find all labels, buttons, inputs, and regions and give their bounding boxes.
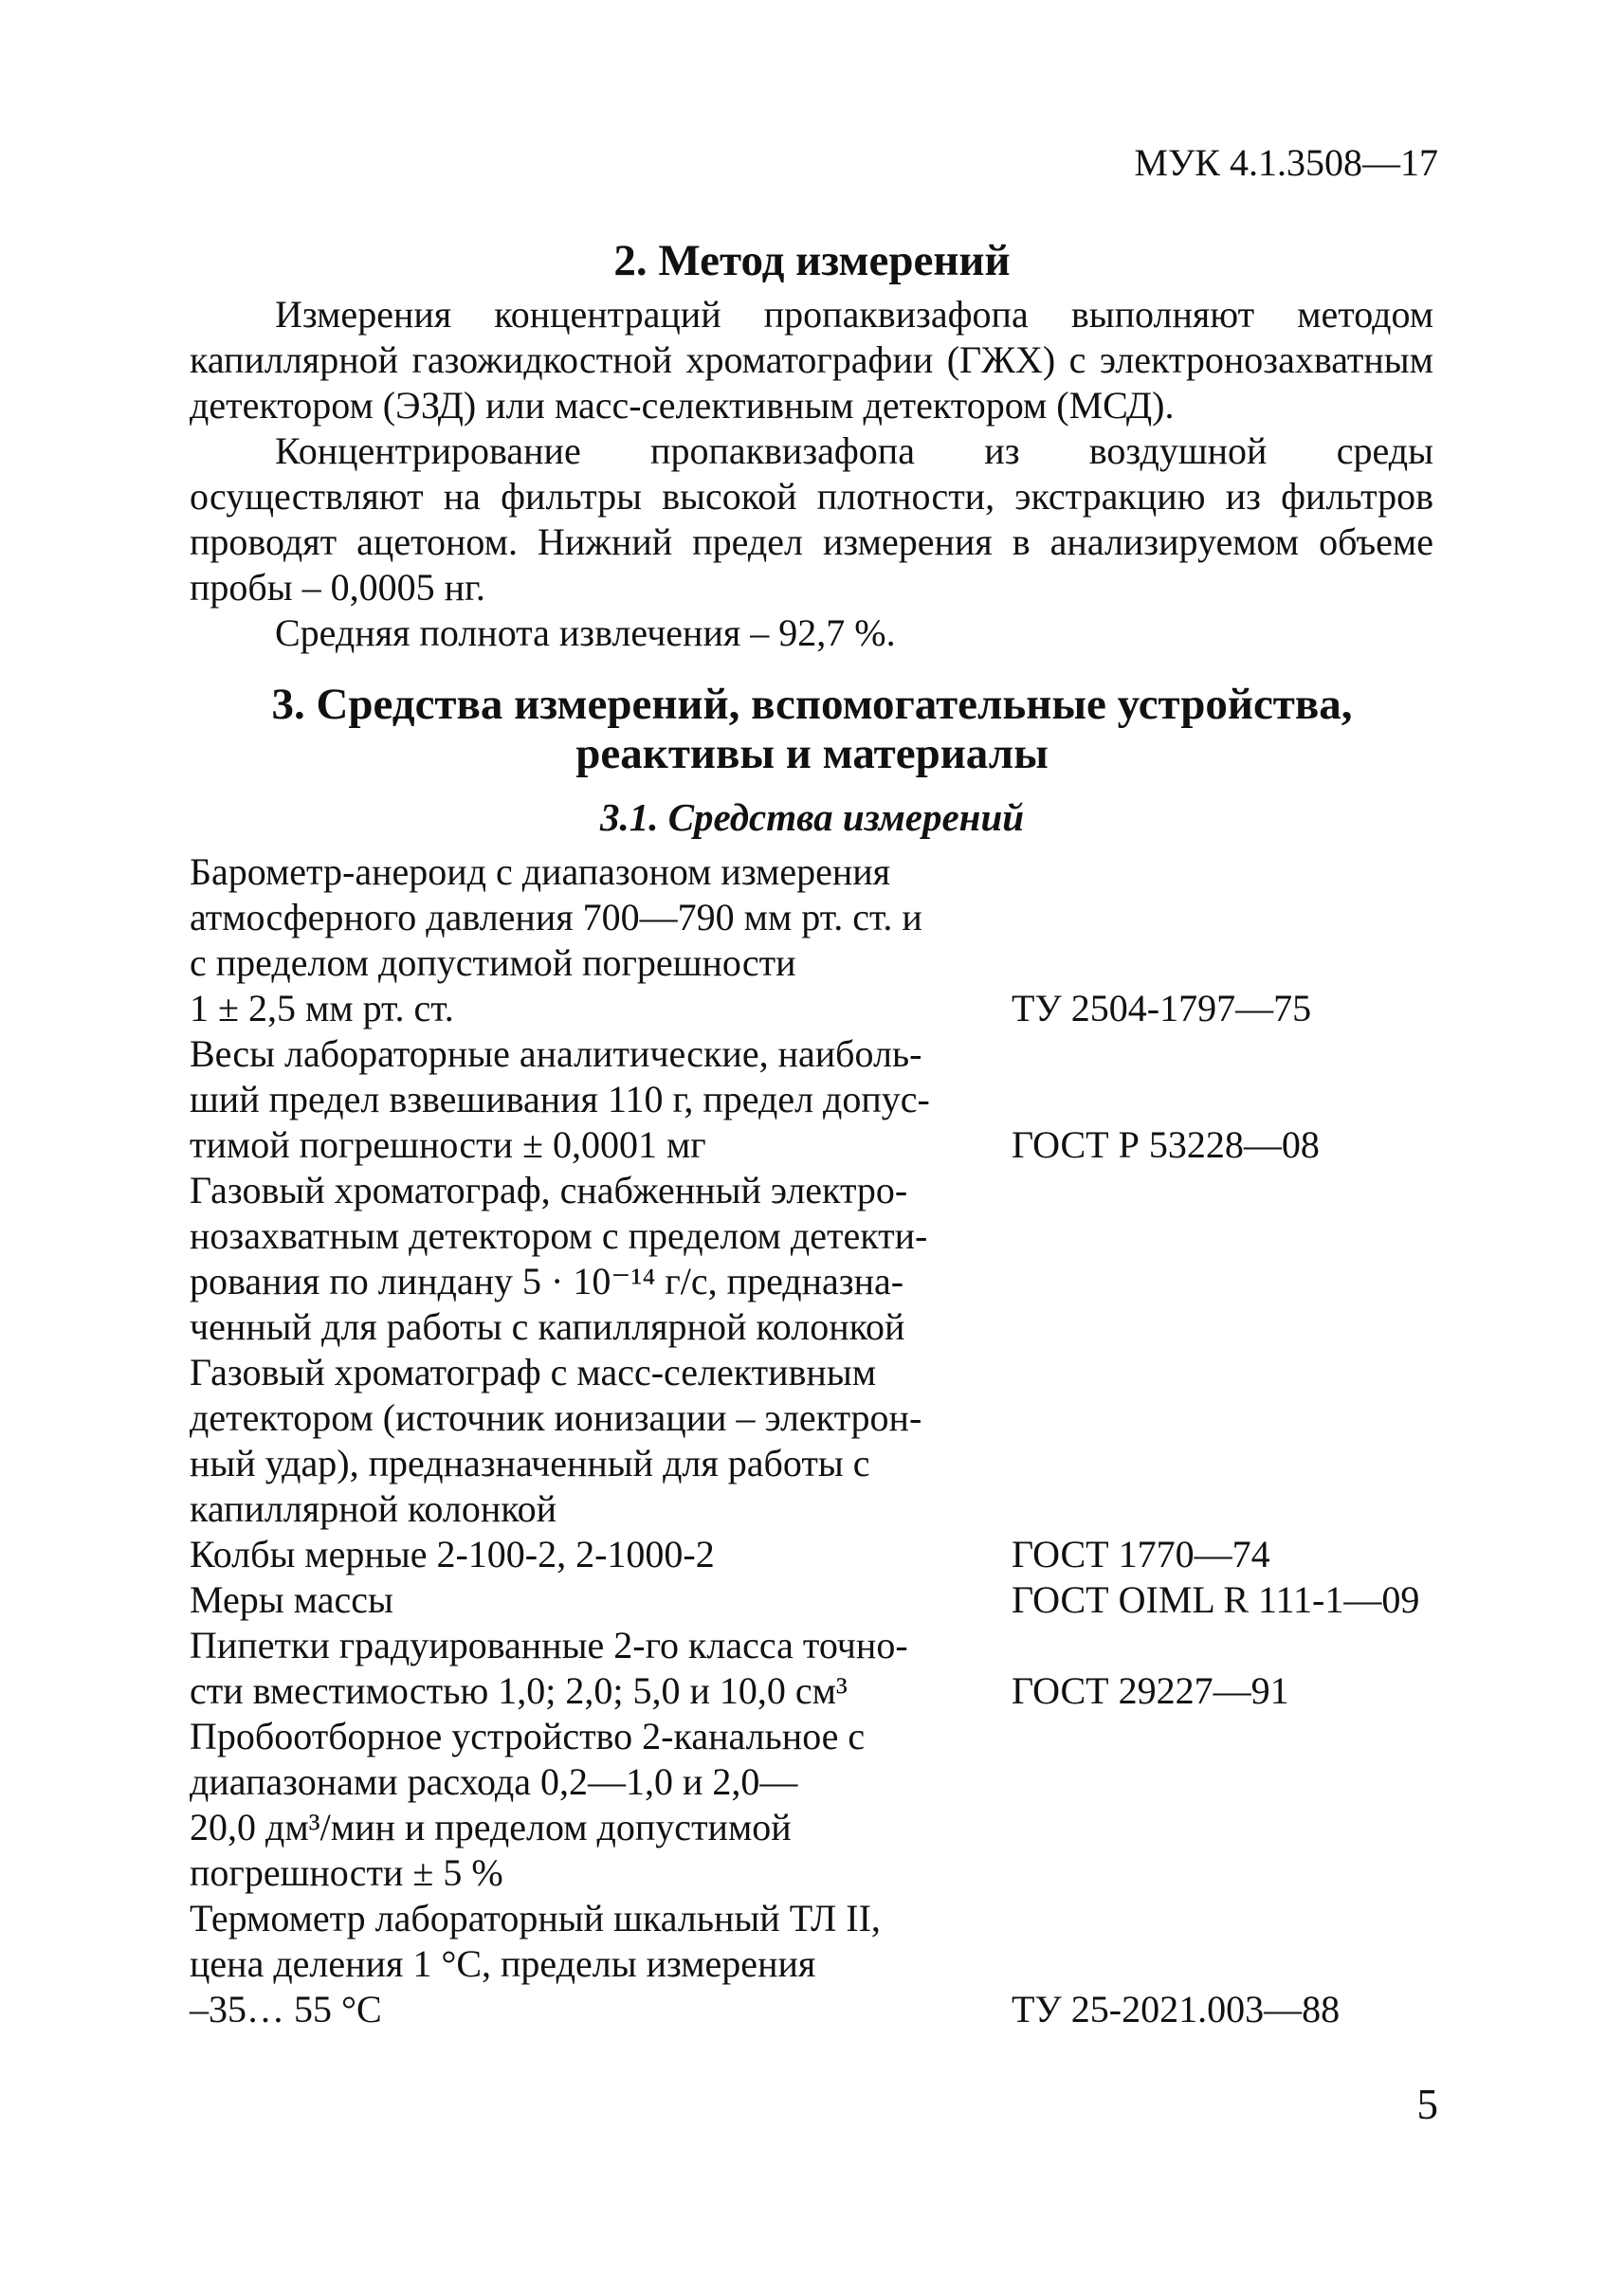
list-item xyxy=(190,1031,1517,1168)
document-code: МУК 4.1.3508—17 xyxy=(1134,141,1438,184)
item-line: –35… 55 °С xyxy=(190,1988,382,2030)
item-line: цена деления 1 °С, пределы измерения xyxy=(190,1942,816,1985)
item-line: 1 ± 2,5 мм рт. ст. xyxy=(190,987,454,1029)
list-item xyxy=(190,849,1517,1031)
item-standard: ТУ 25-2021.003—88 xyxy=(1012,1988,1341,2030)
item-line: погрешности ± 5 % xyxy=(190,1851,503,1894)
item-line: ченный для работы с капиллярной колонкой xyxy=(190,1305,905,1348)
section-2-paragraph-1: Измерения концентраций пропаквизафопа выполняют методом капиллярной газожидкостной хроматографии (ГЖХ) с электронозахватным детектором (ЭЗД) или масс-селективным детектором (МСД). xyxy=(190,293,1433,427)
item-line: капиллярной колонкой xyxy=(190,1487,557,1530)
list-item xyxy=(190,1168,1517,1350)
item-line: Газовый хроматограф, снабженный электро- xyxy=(190,1169,908,1211)
item-standard: ГОСТ Р 53228—08 xyxy=(1012,1123,1320,1166)
item-line: детектором (источник ионизации – электрон- xyxy=(190,1396,922,1439)
item-line: с пределом допустимой погрешности xyxy=(190,941,796,984)
list-item xyxy=(190,1350,1517,1532)
item-line: сти вместимостью 1,0; 2,0; 5,0 и 10,0 см³ xyxy=(190,1669,848,1712)
item-line: Весы лабораторные аналитические, наиболь- xyxy=(190,1032,922,1075)
item-line: тимой погрешности ± 0,0001 мг xyxy=(190,1123,706,1166)
item-line: Меры массы xyxy=(190,1578,393,1621)
list-item xyxy=(190,1577,1517,1623)
section-2-paragraph-2: Концентрирование пропаквизафопа из воздушной среды осуществляют на фильтры высокой плотности, экстракцию из фильтров проводят ацетоном. Нижний предел измерения в анализируемом объеме пробы – 0,0005 нг. xyxy=(190,429,1433,609)
instruments-list xyxy=(190,849,1517,2032)
item-line: Пипетки градуированные 2-го класса точно- xyxy=(190,1624,908,1666)
item-line: ный удар), предназначенный для работы с xyxy=(190,1442,870,1484)
item-line: Газовый хроматограф с масс-селективным xyxy=(190,1351,877,1393)
item-line: 20,0 дм³/мин и пределом допустимой xyxy=(190,1806,792,1848)
section-2-title: 2. Метод измерений xyxy=(613,236,1011,285)
item-line: рования по линдану 5 · 10⁻¹⁴ г/с, предназна- xyxy=(190,1260,904,1302)
list-item xyxy=(190,1532,1517,1577)
item-standard: ГОСТ 1770—74 xyxy=(1012,1533,1270,1575)
list-item xyxy=(190,1623,1517,1714)
item-line: ший предел взвешивания 110 г, предел допус- xyxy=(190,1078,930,1120)
subsection-3-1-title: 3.1. Средства измерений xyxy=(599,795,1025,839)
section-3-title-line-2: реактивы и материалы xyxy=(575,729,1049,778)
list-item xyxy=(190,1714,1517,1896)
item-line: Колбы мерные 2-100-2, 2-1000-2 xyxy=(190,1533,715,1575)
item-line: нозахватным детектором с пределом детекти- xyxy=(190,1214,928,1257)
item-standard: ГОСТ OIML R 111-1—09 xyxy=(1012,1578,1420,1621)
item-line: атмосферного давления 700—790 мм рт. ст. и xyxy=(190,896,922,938)
item-standard: ГОСТ 29227—91 xyxy=(1012,1669,1289,1712)
list-item xyxy=(190,1896,1517,2032)
section-3-title-line-1: 3. Средства измерений, вспомогательные устройства, xyxy=(271,680,1353,729)
item-line: диапазонами расхода 0,2—1,0 и 2,0— xyxy=(190,1760,798,1803)
item-standard: ТУ 2504-1797—75 xyxy=(1012,987,1312,1029)
section-2-paragraph-3: Средняя полнота извлечения – 92,7 %. xyxy=(275,611,896,654)
item-line: Пробоотборное устройство 2-канальное с xyxy=(190,1715,866,1757)
page-number: 5 xyxy=(1416,2081,1438,2128)
item-line: Барометр-анероид с диапазоном измерения xyxy=(190,850,891,893)
item-line: Термометр лабораторный шкальный ТЛ II, xyxy=(190,1897,881,1939)
